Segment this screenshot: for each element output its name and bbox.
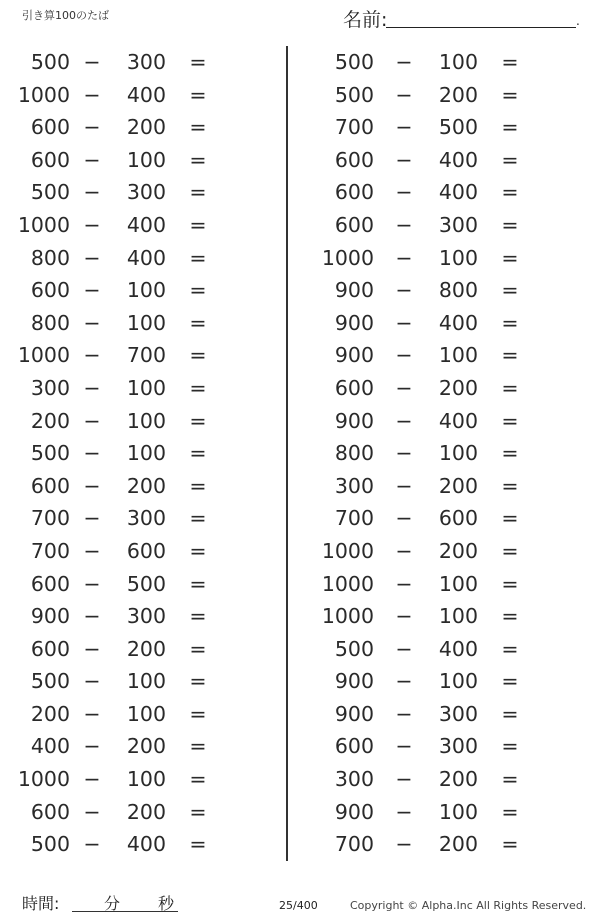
subtrahend: 100	[438, 50, 478, 74]
minus-sign: −	[83, 571, 101, 596]
minutes-label: 分	[104, 894, 121, 913]
equals-sign: =	[189, 343, 207, 368]
subtrahend: 100	[126, 310, 166, 335]
equals-sign: =	[501, 734, 519, 759]
minus-sign: −	[395, 212, 413, 237]
subtrahend: 100	[438, 799, 478, 824]
minus-sign: −	[395, 82, 413, 107]
minuend: 600	[334, 180, 374, 205]
subtrahend: 300	[438, 212, 478, 237]
subtrahend: 100	[126, 701, 166, 726]
subtrahend: 200	[438, 375, 478, 400]
subtrahend: 500	[438, 115, 478, 140]
subtrahend: 100	[126, 408, 166, 433]
equals-sign: =	[189, 799, 207, 824]
minus-sign: −	[83, 669, 101, 694]
minus-sign: −	[83, 832, 101, 857]
minuend: 900	[334, 669, 374, 694]
subtrahend: 300	[126, 50, 166, 74]
equals-sign: =	[189, 604, 207, 629]
minus-sign: −	[395, 571, 413, 596]
subtrahend: 100	[126, 278, 166, 303]
subtrahend: 100	[438, 571, 478, 596]
minuend: 500	[30, 669, 70, 694]
minus-sign: −	[395, 408, 413, 433]
minus-sign: −	[83, 82, 101, 107]
minus-sign: −	[395, 310, 413, 335]
equals-sign: =	[189, 375, 207, 400]
minus-sign: −	[395, 506, 413, 531]
subtrahend: 100	[438, 604, 478, 629]
equals-sign: =	[501, 669, 519, 694]
subtrahend: 200	[438, 832, 478, 857]
minuend: 300	[30, 375, 70, 400]
minuend: 500	[334, 636, 374, 661]
minus-sign: −	[83, 278, 101, 303]
equals-sign: =	[189, 571, 207, 596]
equals-sign: =	[189, 212, 207, 237]
minuend: 600	[30, 278, 70, 303]
equals-sign: =	[501, 799, 519, 824]
equals-sign: =	[501, 636, 519, 661]
minus-sign: −	[83, 212, 101, 237]
equals-sign: =	[501, 375, 519, 400]
equals-sign: =	[501, 506, 519, 531]
equals-sign: =	[189, 832, 207, 857]
minuend: 1000	[17, 82, 70, 107]
minus-sign: −	[395, 180, 413, 205]
subtrahend: 200	[126, 636, 166, 661]
equals-sign: =	[189, 669, 207, 694]
minus-sign: −	[83, 245, 101, 270]
equals-sign: =	[501, 571, 519, 596]
subtrahend: 200	[438, 767, 478, 792]
subtrahend: 100	[126, 669, 166, 694]
equals-sign: =	[501, 767, 519, 792]
minus-sign: −	[395, 701, 413, 726]
seconds-label: 秒	[158, 894, 175, 913]
name-label: 名前:	[343, 9, 388, 31]
subtrahend: 600	[438, 506, 478, 531]
minuend: 1000	[321, 571, 374, 596]
minuend: 900	[334, 310, 374, 335]
equals-sign: =	[501, 245, 519, 270]
minus-sign: −	[395, 767, 413, 792]
subtrahend: 400	[438, 636, 478, 661]
time-label: 時間:	[22, 894, 60, 913]
minuend: 500	[30, 832, 70, 857]
minuend: 1000	[321, 538, 374, 563]
minuend: 600	[30, 799, 70, 824]
minus-sign: −	[395, 799, 413, 824]
subtrahend: 300	[126, 604, 166, 629]
name-period: .	[576, 14, 580, 28]
minus-sign: −	[83, 310, 101, 335]
equals-sign: =	[189, 734, 207, 759]
minuend: 700	[334, 832, 374, 857]
subtrahend: 400	[438, 310, 478, 335]
minuend: 500	[30, 50, 70, 74]
minus-sign: −	[395, 538, 413, 563]
copyright-notice: Copyright © Alpha.Inc All Rights Reserved.	[350, 899, 587, 912]
subtrahend: 200	[126, 799, 166, 824]
equals-sign: =	[189, 180, 207, 205]
minuend: 900	[334, 799, 374, 824]
minuend: 1000	[17, 212, 70, 237]
subtrahend: 400	[126, 82, 166, 107]
subtrahend: 400	[126, 245, 166, 270]
subtrahend: 200	[438, 473, 478, 498]
minuend: 900	[334, 701, 374, 726]
minus-sign: −	[83, 180, 101, 205]
minus-sign: −	[83, 408, 101, 433]
subtrahend: 500	[126, 571, 166, 596]
minus-sign: −	[395, 669, 413, 694]
minus-sign: −	[83, 343, 101, 368]
equals-sign: =	[501, 278, 519, 303]
equals-sign: =	[189, 473, 207, 498]
minuend: 600	[30, 473, 70, 498]
equals-sign: =	[189, 245, 207, 270]
subtrahend: 100	[438, 245, 478, 270]
subtrahend: 100	[126, 441, 166, 466]
equals-sign: =	[189, 538, 207, 563]
equals-sign: =	[189, 310, 207, 335]
equals-sign: =	[501, 604, 519, 629]
minuend: 600	[30, 571, 70, 596]
minuend: 600	[30, 115, 70, 140]
equals-sign: =	[189, 408, 207, 433]
minuend: 700	[334, 506, 374, 531]
minus-sign: −	[395, 473, 413, 498]
subtrahend: 400	[126, 832, 166, 857]
column-divider	[286, 46, 288, 861]
equals-sign: =	[189, 50, 207, 74]
minuend: 800	[30, 310, 70, 335]
minus-sign: −	[83, 147, 101, 172]
subtrahend: 100	[126, 147, 166, 172]
subtrahend: 200	[438, 538, 478, 563]
subtrahend: 100	[438, 343, 478, 368]
minus-sign: −	[395, 375, 413, 400]
minus-sign: −	[395, 245, 413, 270]
minus-sign: −	[83, 50, 101, 74]
minuend: 1000	[17, 343, 70, 368]
minuend: 300	[334, 473, 374, 498]
equals-sign: =	[501, 310, 519, 335]
minuend: 600	[334, 375, 374, 400]
minuend: 300	[334, 767, 374, 792]
subtrahend: 400	[126, 212, 166, 237]
minus-sign: −	[83, 799, 101, 824]
subtrahend: 400	[438, 180, 478, 205]
equals-sign: =	[189, 278, 207, 303]
minuend: 600	[334, 212, 374, 237]
minuend: 500	[334, 82, 374, 107]
equals-sign: =	[501, 343, 519, 368]
subtrahend: 400	[438, 408, 478, 433]
minuend: 900	[30, 604, 70, 629]
minuend: 900	[334, 343, 374, 368]
minus-sign: −	[395, 832, 413, 857]
subtrahend: 100	[126, 375, 166, 400]
minuend: 800	[334, 441, 374, 466]
minuend: 600	[30, 636, 70, 661]
worksheet-title: 引き算100のたば	[22, 9, 109, 22]
subtrahend: 300	[438, 701, 478, 726]
equals-sign: =	[501, 212, 519, 237]
equals-sign: =	[501, 82, 519, 107]
subtrahend: 200	[438, 82, 478, 107]
equals-sign: =	[501, 115, 519, 140]
minus-sign: −	[395, 50, 413, 74]
equals-sign: =	[189, 636, 207, 661]
subtrahend: 300	[126, 506, 166, 531]
equals-sign: =	[501, 473, 519, 498]
minuend: 700	[334, 115, 374, 140]
minus-sign: −	[83, 636, 101, 661]
equals-sign: =	[189, 767, 207, 792]
minuend: 200	[30, 408, 70, 433]
subtrahend: 200	[126, 473, 166, 498]
minuend: 600	[334, 147, 374, 172]
minuend: 500	[334, 50, 374, 74]
equals-sign: =	[189, 115, 207, 140]
minuend: 900	[334, 278, 374, 303]
minus-sign: −	[83, 734, 101, 759]
equals-sign: =	[189, 506, 207, 531]
equals-sign: =	[501, 147, 519, 172]
subtrahend: 100	[438, 441, 478, 466]
minus-sign: −	[395, 343, 413, 368]
minuend: 1000	[17, 767, 70, 792]
equals-sign: =	[189, 441, 207, 466]
equals-sign: =	[501, 701, 519, 726]
minuend: 700	[30, 506, 70, 531]
minuend: 1000	[321, 245, 374, 270]
subtrahend: 200	[126, 734, 166, 759]
subtrahend: 800	[438, 278, 478, 303]
minus-sign: −	[83, 441, 101, 466]
minuend: 800	[30, 245, 70, 270]
subtrahend: 300	[438, 734, 478, 759]
equals-sign: =	[189, 701, 207, 726]
subtrahend: 100	[126, 767, 166, 792]
minus-sign: −	[83, 767, 101, 792]
subtrahend: 700	[126, 343, 166, 368]
minuend: 900	[334, 408, 374, 433]
equals-sign: =	[501, 50, 519, 74]
subtrahend: 300	[126, 180, 166, 205]
minuend: 500	[30, 180, 70, 205]
minuend: 700	[30, 538, 70, 563]
minus-sign: −	[83, 115, 101, 140]
minuend: 600	[334, 734, 374, 759]
minuend: 1000	[321, 604, 374, 629]
minus-sign: −	[83, 375, 101, 400]
minus-sign: −	[395, 115, 413, 140]
page-number: 25/400	[279, 899, 318, 912]
equals-sign: =	[501, 180, 519, 205]
equals-sign: =	[501, 408, 519, 433]
minus-sign: −	[83, 604, 101, 629]
equals-sign: =	[501, 441, 519, 466]
minus-sign: −	[395, 604, 413, 629]
minus-sign: −	[395, 734, 413, 759]
subtrahend: 400	[438, 147, 478, 172]
minuend: 200	[30, 701, 70, 726]
minus-sign: −	[395, 278, 413, 303]
subtrahend: 200	[126, 115, 166, 140]
minus-sign: −	[395, 636, 413, 661]
subtrahend: 100	[438, 669, 478, 694]
minus-sign: −	[83, 701, 101, 726]
subtrahend: 600	[126, 538, 166, 563]
equals-sign: =	[189, 82, 207, 107]
minus-sign: −	[83, 473, 101, 498]
minuend: 500	[30, 441, 70, 466]
minus-sign: −	[83, 538, 101, 563]
minuend: 600	[30, 147, 70, 172]
equals-sign: =	[189, 147, 207, 172]
minus-sign: −	[395, 441, 413, 466]
equals-sign: =	[501, 832, 519, 857]
minus-sign: −	[83, 506, 101, 531]
minus-sign: −	[395, 147, 413, 172]
equals-sign: =	[501, 538, 519, 563]
name-input-line[interactable]	[386, 27, 576, 28]
minuend: 400	[30, 734, 70, 759]
